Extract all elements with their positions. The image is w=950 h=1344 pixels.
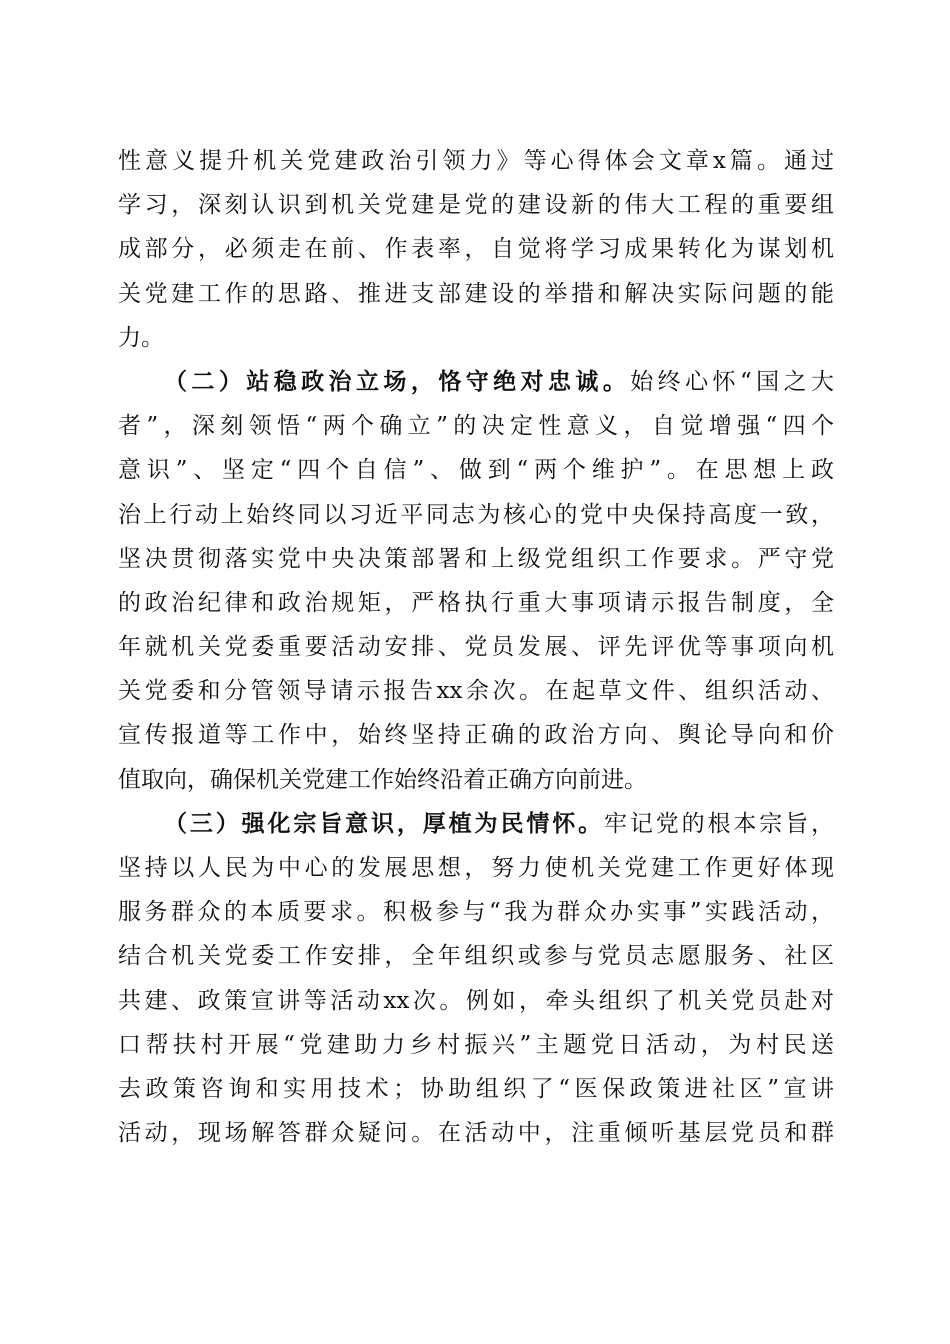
paragraph-line: 坚持以人民为中心的发展思想，努力使机关党建工作更好体现 [118,855,834,881]
paragraph-3 [118,802,834,1156]
paragraph-line: 去政策咨询和实用技术；协助组织了“医保政策进社区”宣讲 [118,1075,834,1102]
paragraph-1 [118,139,834,360]
paragraph-line: 坚决贯彻落实党中央决策部署和上级党组织工作要求。严守党 [118,545,834,572]
paragraph-line: 的政治纪律和政治规矩，严格执行重大事项请示报告制度，全 [118,589,834,616]
paragraph-line: 结合机关党委工作安排，全年组织或参与党员志愿服务、社区 [118,943,834,970]
paragraph-2 [118,360,834,802]
heading-line-text: 牢记党的根本宗旨， [603,810,834,837]
paragraph-line: 力。 [118,324,164,351]
paragraph-line: 关党建工作的思路、推进支部建设的举措和解决实际问题的能 [118,280,834,307]
paragraph-line: 治上行动上始终同以习近平同志为核心的党中央保持高度一致， [118,501,834,528]
paragraph-line: 活动，现场解答群众疑问。在活动中，注重倾听基层党员和群 [118,1120,834,1147]
paragraph-first-line [118,802,834,846]
section-heading: （二）站稳政治立场，恪守绝对忠诚。 [164,367,631,395]
paragraph-line: 口帮扶村开展“党建助力乡村振兴”主题党日活动，为村民送 [118,1031,834,1058]
paragraph-line: 服务群众的本质要求。积极参与“我为群众办实事”实践活动， [118,899,834,926]
paragraph-first-line [118,360,834,404]
paragraph-line: 宣传报道等工作中，始终坚持正确的政治方向、舆论导向和价 [118,722,834,749]
paragraph-line: 年就机关党委重要活动安排、党员发展、评先评优等事项向机 [118,634,834,661]
paragraph-line: 性意义提升机关党建政治引领力》等心得体会文章x篇。通过 [118,148,834,174]
paragraph-line: 者”，深刻领悟“两个确立”的决定性意义，自觉增强“四个 [118,413,834,440]
paragraph-line: 共建、政策宣讲等活动xx次。例如，牵头组织了机关党员赴对 [118,987,834,1014]
heading-line-text: 始终心怀“国之大 [630,368,834,395]
paragraph-line: 学习，深刻认识到机关党建是党的建设新的伟大工程的重要组 [118,192,834,219]
paragraph-line: 关党委和分管领导请示报告xx余次。在起草文件、组织活动、 [118,678,834,705]
section-heading: （三）强化宗旨意识，厚植为民情怀。 [164,809,604,837]
paragraph-line: 值取向，确保机关党建工作始终沿着正确方向前进。 [118,766,647,793]
paragraph-line: 成部分，必须走在前、作表率，自觉将学习成果转化为谋划机 [118,236,834,263]
document-body [118,139,834,1155]
paragraph-line: 意识”、坚定“四个自信”、做到“两个维护”。在思想上政 [118,457,834,484]
